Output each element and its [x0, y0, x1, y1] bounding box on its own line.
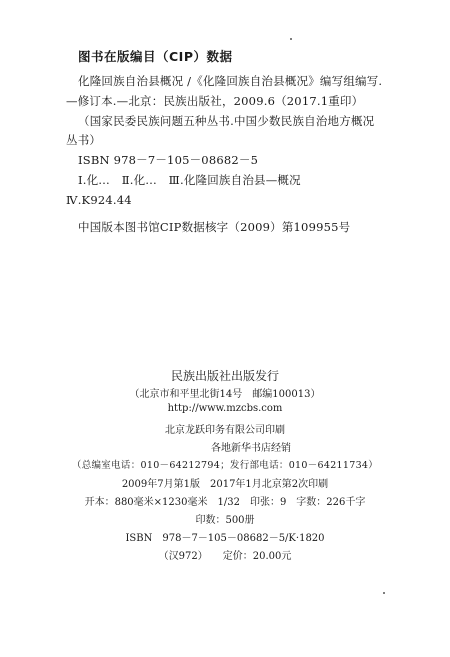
cip-record-line-2: —修订本.—北京：民族出版社，2009.6（2017.1重印） — [66, 94, 364, 108]
format-line: 开本：880毫米×1230毫米 1/32 印张：9 字数：226千字 — [84, 497, 366, 508]
publisher-website: http://www.mzcbs.com — [167, 403, 283, 414]
cip-series-line-1: （国家民委民族问题五种丛书.中国少数民族自治地方概况 — [78, 114, 375, 128]
printer-line: 北京龙跃印务有限公司印刷 — [165, 425, 285, 436]
cip-verification: 中国版本图书馆CIP数据核字（2009）第109955号 — [78, 220, 351, 234]
cip-classification: Ⅳ.K924.44 — [66, 193, 132, 207]
publisher-line: 民族出版社出版发行 — [170, 369, 279, 383]
cip-isbn: ISBN 978－7－105－08682－5 — [78, 153, 259, 167]
cip-series-line-2: 丛书） — [66, 133, 102, 147]
scan-speck — [383, 592, 385, 594]
cip-heading: 图书在版编目（CIP）数据 — [78, 49, 233, 64]
phone-line: （总编室电话：010－64212794；发行部电话：010－64211734） — [71, 460, 379, 471]
print-run-line: 印数：500册 — [195, 515, 255, 526]
distributor-line: 各地新华书店经销 — [211, 443, 291, 454]
full-isbn-line: ISBN 978－7－105－08682－5/K·1820 — [125, 533, 325, 544]
cip-subjects: Ⅰ.化… Ⅱ.化… Ⅲ.化隆回族自治县—概况 — [78, 173, 301, 187]
scan-speck — [290, 38, 292, 40]
price-line: （汉972） 定价：20.00元 — [158, 551, 292, 562]
cip-record-line-1: 化隆回族自治县概况 /《化隆回族自治县概况》编写组编写. — [78, 74, 383, 88]
edition-line: 2009年7月第1版 2017年1月北京第2次印刷 — [121, 479, 329, 490]
publisher-address: （北京市和平里北街14号 邮编100013） — [129, 389, 321, 400]
